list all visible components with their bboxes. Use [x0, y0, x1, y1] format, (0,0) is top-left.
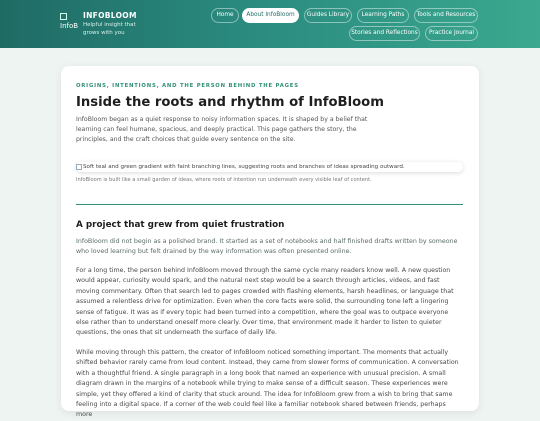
nav-tools-resources[interactable]: Tools and Resources: [414, 8, 478, 23]
brand-title[interactable]: INFOBLOOM: [83, 11, 137, 20]
site-header: [0, 0, 540, 48]
logo-alt-text: InfoB: [60, 22, 79, 30]
paragraph-2: For a long time, the person behind InfoBloom moved through the same cycle many readers know well. A new question would appear, curiosity would spark, and the natural next step would be a search through articles, videos, and fast moving commentary. Often that search led to pages crowded with flashing elements, harsh headlines, or language that assumed a relentless drive for optimization. Even when the core facts were solid, the surrounding tone left a lingering sense of fatigue. It was as if every topic had been turned into a competition, where the goal was to outpace everyone else rather than to understand oneself more clearly. Over time, that environment made it harder to listen to quieter questions, the ones that sit underneath the surface of daily life.: [76, 267, 454, 337]
nav-home[interactable]: Home: [211, 8, 239, 23]
nav-learning-paths[interactable]: Learning Paths: [357, 8, 409, 23]
nav-guides-library[interactable]: Guides Library: [304, 8, 352, 23]
nav-practice-journal[interactable]: Practice Journal: [425, 26, 478, 41]
article-card: [61, 66, 479, 419]
logo-image[interactable]: [60, 13, 80, 33]
page-title: Inside the roots and rhythm of InfoBloom: [76, 95, 384, 110]
paragraph-3: While moving through this pattern, the creator of InfoBloom noticed something important. The moments that actually shifted behavior rarely came from loud content. Instead, they came from slower forms of communication. A conversation with a thoughtful friend. A single paragraph in a long book that named an experience with unusual precision. A small diagram drawn in the margins of a notebook while trying to make sense of a difficult season. These experiences were simple, yet they offered a kind of clarity that stuck around. The idea for InfoBloom grew from a wish to bring that same feeling into a digital space. If a corner of the web could feel like a familiar notebook shared between friends, perhaps more: [76, 349, 459, 419]
paragraph-1: InfoBloom did not begin as a polished brand. It started as a set of notebooks and half finished drafts written by someone who loved learning but felt drained by the way information was often presented online.: [76, 238, 458, 256]
section-divider: [76, 204, 463, 205]
hero-alt-text: Soft teal and green gradient with faint branching lines, suggesting roots and branches of ideas spreading outward.: [83, 164, 405, 170]
broken-image-icon: [76, 164, 82, 170]
hero-caption: InfoBloom is built like a small garden of ideas, where roots of intention run underneath every visible leaf of content.: [76, 177, 372, 183]
hero-image: [76, 162, 463, 172]
nav-about[interactable]: About InfoBloom: [242, 8, 299, 23]
article-eyebrow: ORIGINS, INTENTIONS, AND THE PERSON BEHIND THE PAGES: [76, 83, 299, 89]
section-title: A project that grew from quiet frustration: [76, 220, 285, 230]
nav-stories-reflections[interactable]: Stories and Reflections: [349, 26, 420, 41]
broken-image-icon: [60, 13, 67, 20]
intro-text: InfoBloom began as a quiet response to noisy information spaces. It is shaped by a belief that learning can feel humane, spacious, and deeply practical. This page gathers the story, the principles, and the craft choices that guide every sentence on the site.: [76, 116, 368, 143]
brand-tagline: Helpful insight that grows with you: [83, 22, 136, 36]
